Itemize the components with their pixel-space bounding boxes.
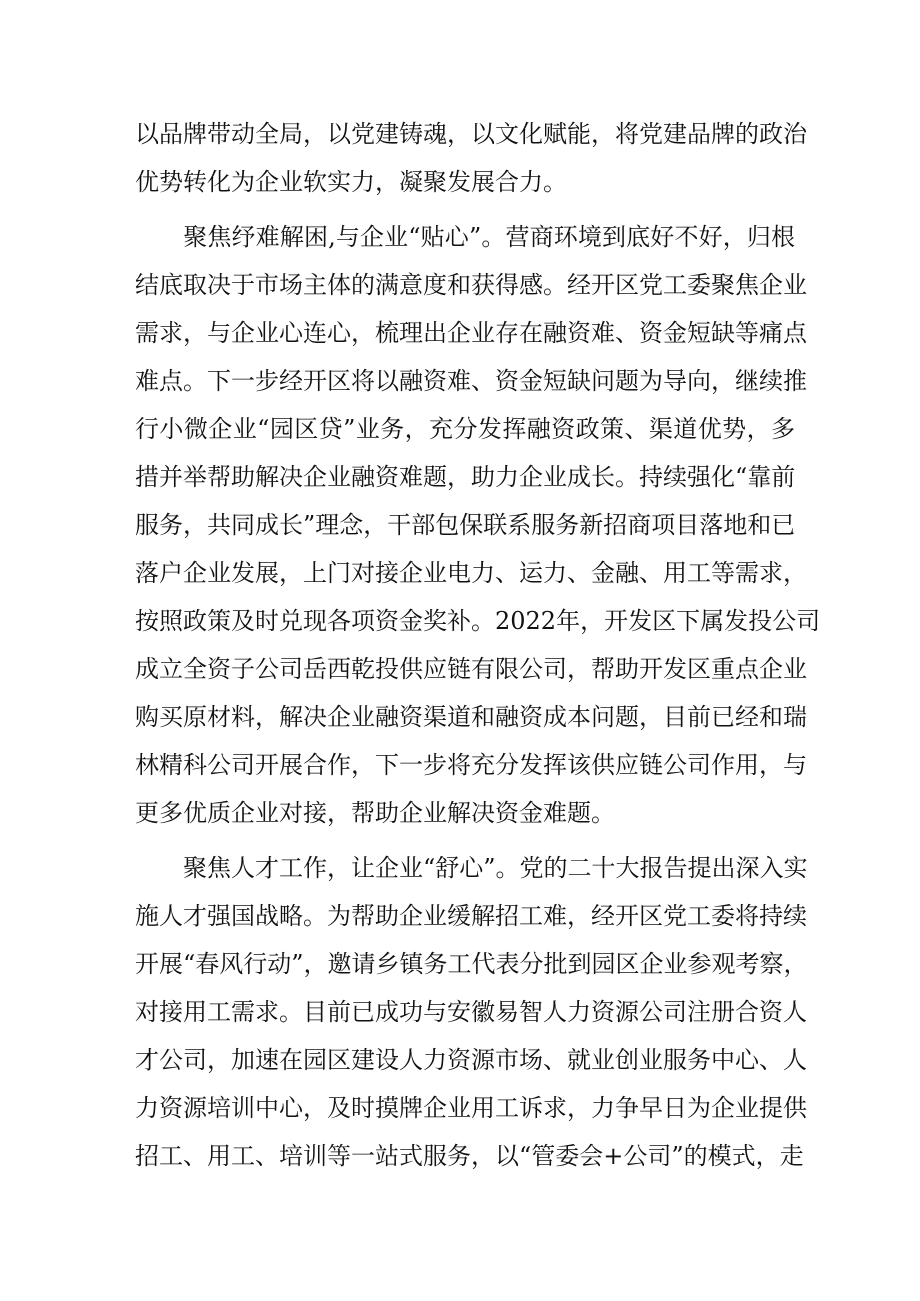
text-line: 施人才强国战略。为帮助企业缓解招工难，经开区党工委将持续 — [135, 902, 807, 930]
text-line: 更多优质企业对接，帮助企业解决资金难题。 — [135, 799, 615, 827]
text-line: 落户企业发展，上门对接企业电力、运力、金融、用工等需求， — [135, 559, 807, 587]
document-body — [135, 110, 821, 1180]
text-line: 才公司，加速在园区建设人力资源市场、就业创业服务中心、人 — [135, 1046, 807, 1074]
text-line: 按照政策及时兑现各项资金奖补。2022年，开发区下属发投公司 — [135, 607, 821, 635]
paragraph-1 — [135, 110, 807, 206]
text-line: 开展“春风行动”，邀请乡镇务工代表分批到园区企业参观考察， — [135, 950, 808, 978]
text-line: 对接用工需求。目前已成功与安徽易智人力资源公司注册合资人 — [135, 998, 807, 1026]
text-line: 成立全资子公司岳西乾投供应链有限公司，帮助开发区重点企业 — [135, 655, 807, 683]
text-line: 服务，共同成长”理念，干部包保联系服务新招商项目落地和已 — [135, 511, 796, 539]
text-line: 结底取决于市场主体的满意度和获得感。经开区党工委聚焦企业 — [135, 271, 807, 299]
text-line: 聚焦人才工作，让企业“舒心”。党的二十大报告提出深入实 — [135, 854, 808, 882]
text-line: 林精科公司开展合作，下一步将充分发挥该供应链公司作用，与 — [135, 751, 807, 779]
text-line: 购买原材料，解决企业融资渠道和融资成本问题，目前已经和瑞 — [135, 703, 807, 731]
text-line: 措并举帮助解决企业融资难题，助力企业成长。持续强化“靠前 — [135, 463, 796, 491]
text-line: 聚焦纾难解困,与企业“贴心”。营商环境到底好不好，归根 — [135, 223, 795, 251]
text-line: 难点。下一步经开区将以融资难、资金短缺问题为导向，继续推 — [135, 367, 807, 395]
text-line: 行小微企业“园区贷”业务，充分发挥融资政策、渠道优势，多 — [135, 415, 795, 443]
text-line: 优势转化为企业软实力，凝聚发展合力。 — [135, 168, 567, 196]
text-line: 以品牌带动全局，以党建铸魂，以文化赋能，将党建品牌的政治 — [135, 120, 807, 148]
paragraph-2 — [135, 213, 821, 837]
text-line: 力资源培训中心，及时摸牌企业用工诉求，力争早日为企业提供 — [135, 1094, 807, 1122]
text-line: 招工、用工、培训等一站式服务，以“管委会+公司”的模式，走 — [135, 1142, 804, 1170]
text-line: 需求，与企业心连心，梳理出企业存在融资难、资金短缺等痛点 — [135, 319, 807, 347]
paragraph-3 — [135, 844, 808, 1180]
